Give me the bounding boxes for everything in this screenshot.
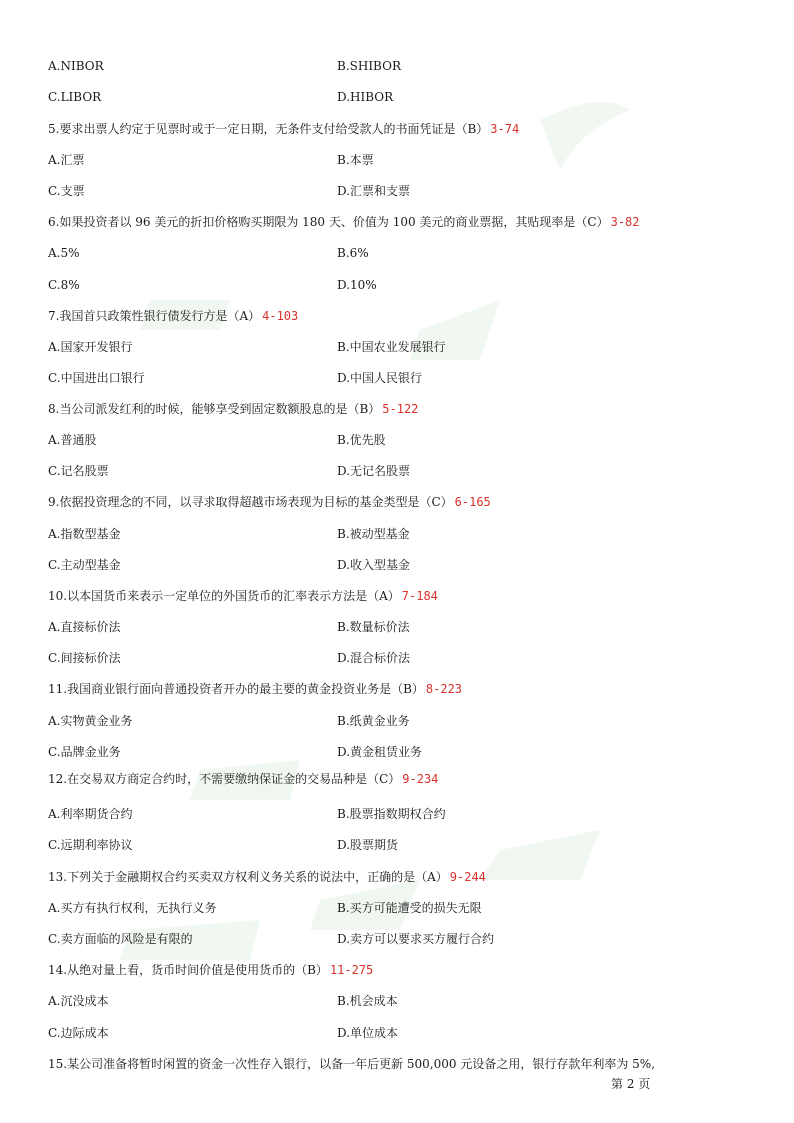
question-5: [48, 121, 519, 137]
option-a: A.指数型基金: [48, 527, 121, 541]
page-reference: 5-122: [382, 402, 419, 416]
option-b: B.纸黄金业务: [337, 714, 410, 728]
page-reference: 11-275: [329, 963, 374, 977]
option-a: A.5%: [48, 246, 80, 260]
option-a: A.实物黄金业务: [48, 714, 133, 728]
option-c: C.中国进出口银行: [48, 371, 145, 385]
question-15: [48, 1056, 655, 1072]
question-text: 14.从绝对量上看，货币时间价值是使用货币的（B）: [48, 963, 328, 977]
question-6: [48, 214, 640, 230]
option-b: B.机会成本: [337, 994, 398, 1008]
option-a: A.直接标价法: [48, 620, 121, 634]
question-8: [48, 401, 418, 417]
option-c: C.支票: [48, 184, 85, 198]
question-14: [48, 962, 373, 978]
option-c: C.卖方面临的风险是有限的: [48, 932, 193, 946]
question-text: 7.我国首只政策性银行债发行方是（A）: [48, 309, 261, 323]
question-11: [48, 681, 462, 697]
option-d: D.混合标价法: [337, 651, 411, 665]
question-text: 13.下列关于金融期权合约买卖双方权利义务关系的说法中，正确的是（A）: [48, 870, 448, 884]
page-reference: 4-103: [262, 309, 299, 323]
option-d: D.黄金租赁业务: [337, 745, 423, 759]
option-d: D.无记名股票: [337, 464, 411, 478]
option-a: A.利率期货合约: [48, 807, 133, 821]
page-reference: 3-74: [490, 122, 520, 136]
page-number: 第 2 页: [611, 1077, 651, 1091]
option-b: B.股票指数期权合约: [337, 807, 446, 821]
page-reference: 8-223: [425, 682, 463, 696]
option-d: D.收入型基金: [337, 558, 411, 572]
option-d: D.单位成本: [337, 1026, 399, 1040]
option-a: A.买方有执行权利，无执行义务: [48, 901, 217, 915]
option-b: B.优先股: [337, 433, 386, 447]
option-b-shibor: B.SHIBOR: [337, 59, 401, 73]
option-a-nibor: A.NIBOR: [48, 59, 104, 73]
option-d: D.卖方可以要求买方履行合约: [337, 932, 495, 946]
option-c: C.品牌金业务: [48, 745, 121, 759]
option-b: B.数量标价法: [337, 620, 410, 634]
question-text: 11.我国商业银行面向普通投资者开办的最主要的黄金投资业务是（B）: [48, 682, 424, 696]
option-a: A.国家开发银行: [48, 340, 133, 354]
question-10: [48, 588, 438, 604]
option-b: B.本票: [337, 153, 374, 167]
page-reference: 3-82: [610, 215, 640, 229]
question-text: 9.依据投资理念的不同，以寻求取得超越市场表现为目标的基金类型是（C）: [48, 495, 453, 509]
page-reference: 6-165: [454, 495, 491, 509]
question-text: 12.在交易双方商定合约时，不需要缴纳保证金的交易品种是（C）: [48, 772, 401, 786]
option-d: D.汇票和支票: [337, 184, 411, 198]
question-7: [48, 308, 298, 324]
option-c: C.间接标价法: [48, 651, 121, 665]
question-text: 6.如果投资者以 96 美元的折扣价格购买期限为 180 天、价值为 100 美元的商业票据，其贴现率是（C）: [48, 215, 609, 229]
option-a: A.汇票: [48, 153, 85, 167]
question-text: 10.以本国货币来表示一定单位的外国货币的汇率表示方法是（A）: [48, 589, 400, 603]
option-c: C.边际成本: [48, 1026, 109, 1040]
option-b: B.被动型基金: [337, 527, 410, 541]
option-c: C.主动型基金: [48, 558, 121, 572]
option-b: B.6%: [337, 246, 369, 260]
option-b: B.买方可能遭受的损失无限: [337, 901, 482, 915]
option-a: A.沉没成本: [48, 994, 109, 1008]
question-text: 8.当公司派发红利的时候，能够享受到固定数额股息的是（B）: [48, 402, 381, 416]
question-9: [48, 494, 491, 510]
page-reference: 9-234: [402, 772, 439, 786]
option-c: C.远期利率协议: [48, 838, 133, 852]
option-c: C.8%: [48, 278, 80, 292]
question-text: 15.某公司准备将暂时闲置的资金一次性存入银行，以备一年后更新 500,000 元设备之用，银行存款年利率为 5%,: [48, 1057, 656, 1071]
option-d-hibor: D.HIBOR: [337, 90, 394, 104]
page-reference: 7-184: [401, 589, 438, 603]
option-b: B.中国农业发展银行: [337, 340, 446, 354]
option-d: D.中国人民银行: [337, 371, 423, 385]
question-13: [48, 869, 486, 885]
option-a: A.普通股: [48, 433, 97, 447]
question-text: 5.要求出票人约定于见票时或于一定日期，无条件支付给受款人的书面凭证是（B）: [48, 122, 489, 136]
question-12: [48, 771, 438, 787]
option-d: D.股票期货: [337, 838, 399, 852]
option-d: D.10%: [337, 278, 377, 292]
option-c-libor: C.LIBOR: [48, 90, 102, 104]
option-c: C.记名股票: [48, 464, 109, 478]
page-reference: 9-244: [449, 870, 486, 884]
